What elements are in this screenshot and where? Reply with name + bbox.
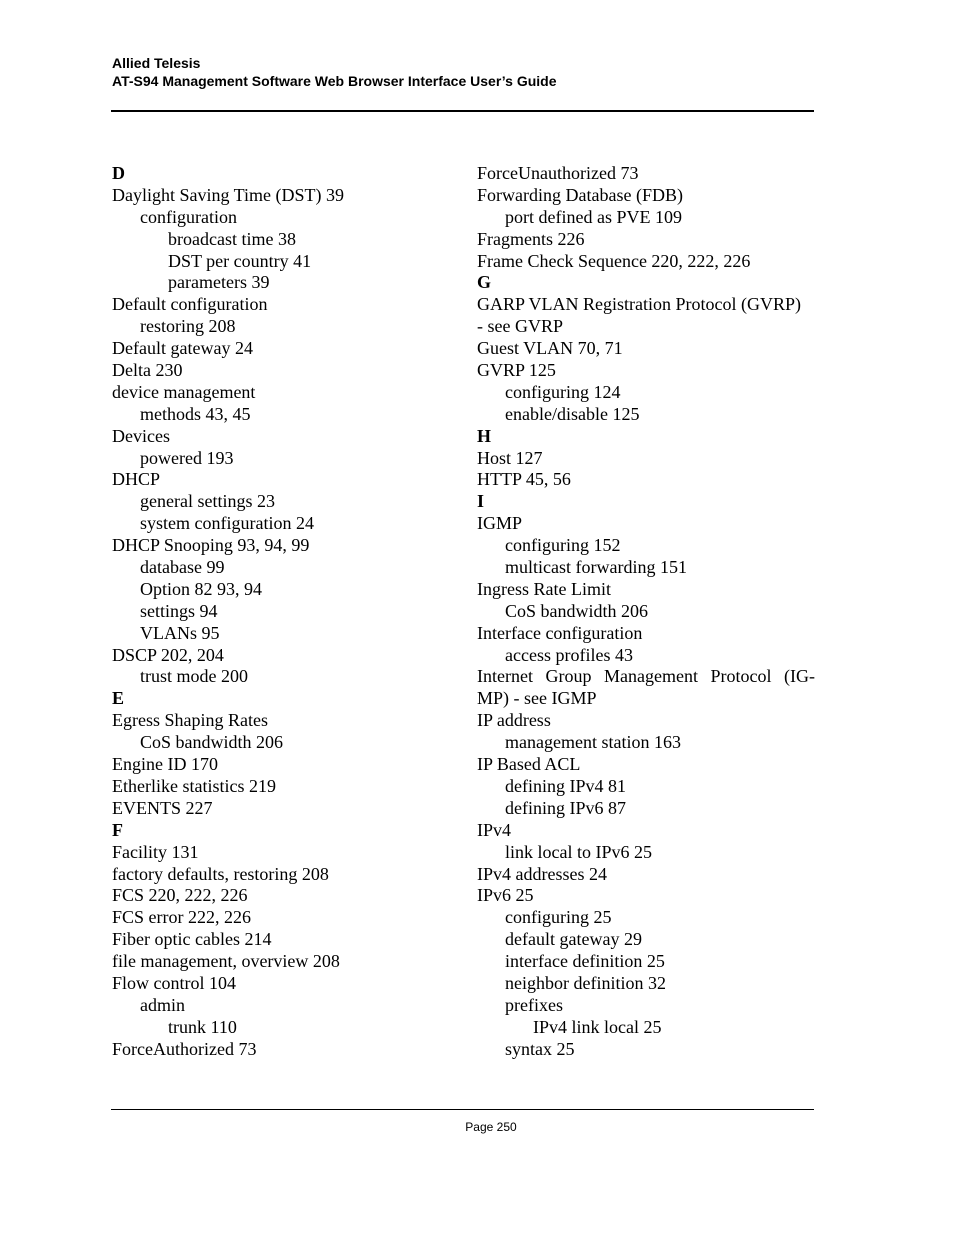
index-entry: Devices [112, 425, 170, 446]
index-subentry: enable/disable 125 [505, 403, 640, 424]
index-column-right [477, 163, 815, 1061]
index-subentry: parameters 39 [168, 272, 270, 293]
index-entry: IPv4 addresses 24 [477, 863, 607, 884]
index-entry: device management [112, 381, 256, 402]
index-letter-heading: H [477, 425, 492, 446]
index-entry: ForceAuthorized 73 [112, 1038, 257, 1059]
guide-title: AT-S94 Management Software Web Browser Interface User’s Guide [112, 73, 557, 89]
index-entry: GVRP 125 [477, 360, 556, 381]
index-subentry: trunk 110 [168, 1016, 237, 1037]
index-subentry: admin [140, 994, 185, 1015]
index-subentry: interface definition 25 [505, 951, 665, 972]
index-entry: DHCP [112, 469, 161, 490]
index-subentry: port defined as PVE 109 [505, 206, 682, 227]
index-letter-heading: D [112, 163, 125, 183]
index-entry: - see GVRP [477, 316, 563, 337]
index-subentry: IPv4 link local 25 [533, 1016, 662, 1037]
index-subentry: system configuration 24 [140, 513, 314, 534]
index-subentry: CoS bandwidth 206 [140, 732, 284, 753]
index-entry: Forwarding Database (FDB) [477, 184, 683, 205]
company-name: Allied Telesis [112, 55, 201, 71]
index-subentry: default gateway 29 [505, 929, 642, 950]
running-header [112, 54, 557, 90]
index-subentry: DST per country 41 [168, 250, 312, 271]
index-entry: Host 127 [477, 447, 543, 468]
index-entry: Etherlike statistics 219 [112, 775, 276, 796]
index-entry: Default gateway 24 [112, 338, 253, 359]
index-entry: Fragments 226 [477, 228, 585, 249]
footer-rule [111, 1109, 814, 1110]
index-entry: Egress Shaping Rates [112, 710, 268, 731]
index-subentry: methods 43, 45 [140, 403, 251, 424]
index-entry: Ingress Rate Limit [477, 578, 611, 599]
index-subentry: syntax 25 [505, 1038, 575, 1059]
index-subentry: configuring 124 [505, 381, 621, 402]
index-subentry: prefixes [505, 994, 563, 1015]
index-subentry: trust mode 200 [140, 666, 248, 687]
index-entry: DHCP Snooping 93, 94, 99 [112, 535, 310, 556]
header-rule [111, 110, 814, 112]
index-subentry: configuration [140, 206, 237, 227]
index-subentry: access profiles 43 [505, 644, 633, 665]
index-subentry: VLANs 95 [140, 622, 220, 643]
index-subentry: general settings 23 [140, 491, 275, 512]
index-subentry: Option 82 93, 94 [140, 578, 263, 599]
index-entry: file management, overview 208 [112, 951, 340, 972]
index-subentry: configuring 152 [505, 535, 621, 556]
index-entry: HTTP 45, 56 [477, 469, 571, 490]
index-entry: Facility 131 [112, 841, 199, 862]
index-subentry: multicast forwarding 151 [505, 557, 687, 578]
index-letter-heading: G [477, 272, 492, 293]
index-subentry: configuring 25 [505, 907, 612, 928]
index-entry: ForceUnauthorized 73 [477, 163, 639, 183]
index-entry: Engine ID 170 [112, 754, 218, 775]
index-entry: DSCP 202, 204 [112, 644, 224, 665]
index-letter-heading: E [112, 688, 125, 709]
index-entry: Flow control 104 [112, 972, 236, 993]
index-entry: IGMP [477, 513, 523, 534]
index-subentry: broadcast time 38 [168, 228, 296, 249]
index-entry: Daylight Saving Time (DST) 39 [112, 184, 345, 205]
index-entry: GARP VLAN Registration Protocol (GVRP) [477, 294, 801, 315]
index-entry: Guest VLAN 70, 71 [477, 338, 623, 359]
index-subentry: defining IPv6 87 [505, 797, 626, 818]
index-entry: Frame Check Sequence 220, 222, 226 [477, 250, 751, 271]
index-subentry: link local to IPv6 25 [505, 841, 652, 862]
index-column-left [112, 163, 457, 1061]
index-entry: FCS error 222, 226 [112, 907, 251, 928]
index-entry: IP address [477, 710, 551, 731]
index-letter-heading: F [112, 819, 123, 840]
index-subentry: management station 163 [505, 732, 681, 753]
index-subentry: CoS bandwidth 206 [505, 600, 649, 621]
index-subentry: settings 94 [140, 600, 218, 621]
index-entry: MP) - see IGMP [477, 688, 597, 709]
index-entry: Fiber optic cables 214 [112, 929, 272, 950]
index-entry: Internet Group Management Protocol (IG- [477, 666, 815, 687]
index-entry: EVENTS 227 [112, 797, 213, 818]
index-entry: FCS 220, 222, 226 [112, 885, 248, 906]
index-subentry: defining IPv4 81 [505, 775, 626, 796]
index-letter-heading: I [477, 491, 485, 512]
index-entry: IPv6 25 [477, 885, 534, 906]
page-number: Page 250 [465, 1120, 517, 1134]
index-entry: Interface configuration [477, 622, 643, 643]
index-subentry: powered 193 [140, 447, 234, 468]
index-entry: Default configuration [112, 294, 268, 315]
index-subentry: database 99 [140, 557, 225, 578]
index-entry: IP Based ACL [477, 754, 581, 775]
index-subentry: neighbor definition 32 [505, 972, 666, 993]
index-entry: Delta 230 [112, 360, 183, 381]
index-entry: factory defaults, restoring 208 [112, 863, 329, 884]
index-subentry: restoring 208 [140, 316, 236, 337]
index-entry: IPv4 [477, 819, 512, 840]
